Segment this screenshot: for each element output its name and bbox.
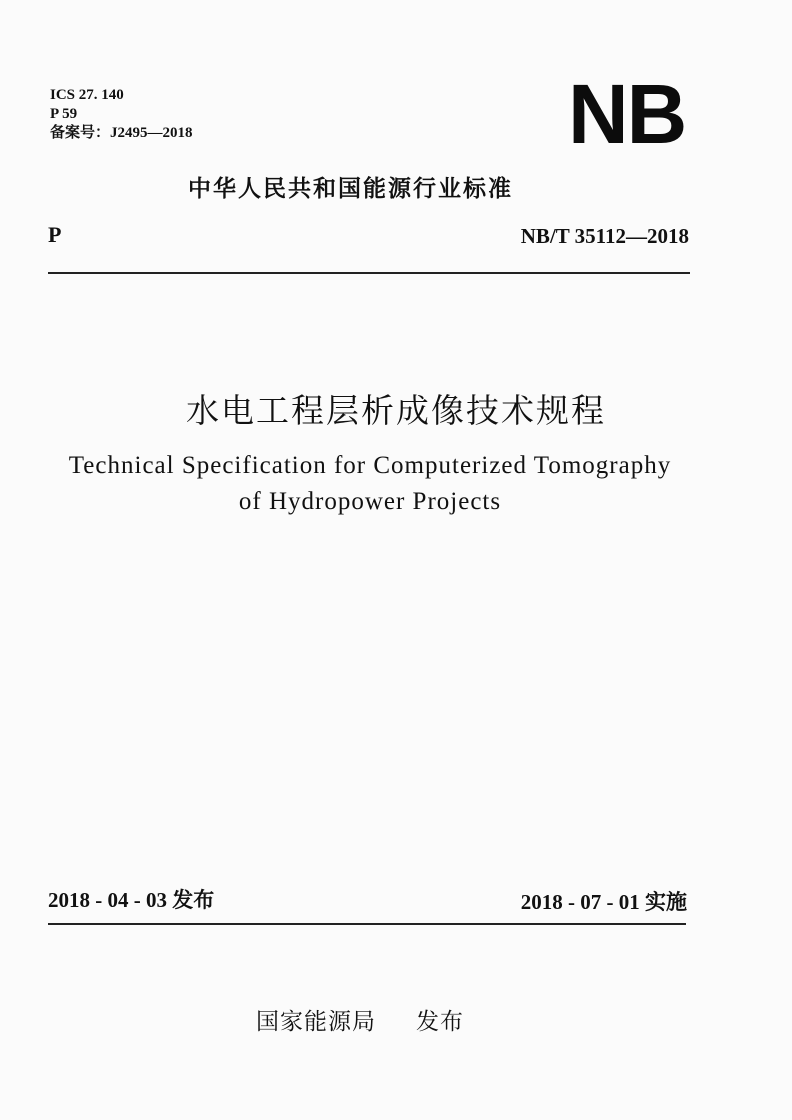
- header-divider: [48, 272, 690, 274]
- standard-number: NB/T 35112—2018: [520, 224, 689, 248]
- record-number: 备案号：J2495—2018: [50, 125, 193, 141]
- publisher-line: [256, 1003, 464, 1036]
- title-english-line-2: of Hydropower Projects: [238, 488, 502, 515]
- title-english-line-1: Technical Specification for Computerized Tomography: [68, 452, 672, 479]
- publisher-org: 国家能源局: [256, 1009, 376, 1035]
- title-chinese: 水电工程层析成像技术规程: [186, 391, 606, 430]
- footer-divider: [48, 923, 686, 925]
- cover-metadata: [50, 86, 193, 143]
- issue-date: 2018 - 04 - 03 发布: [48, 888, 215, 912]
- classification-letter: P: [48, 222, 62, 247]
- ics-code: ICS 27. 140: [50, 87, 124, 103]
- nb-logo: NB: [568, 67, 686, 161]
- p-code: P 59: [50, 106, 78, 122]
- publisher-action: 发布: [416, 1009, 464, 1035]
- title-english: [0, 448, 740, 520]
- issuer-title: 中华人民共和国能源行业标准: [188, 176, 513, 202]
- implementation-date: 2018 - 07 - 01 实施: [520, 890, 687, 914]
